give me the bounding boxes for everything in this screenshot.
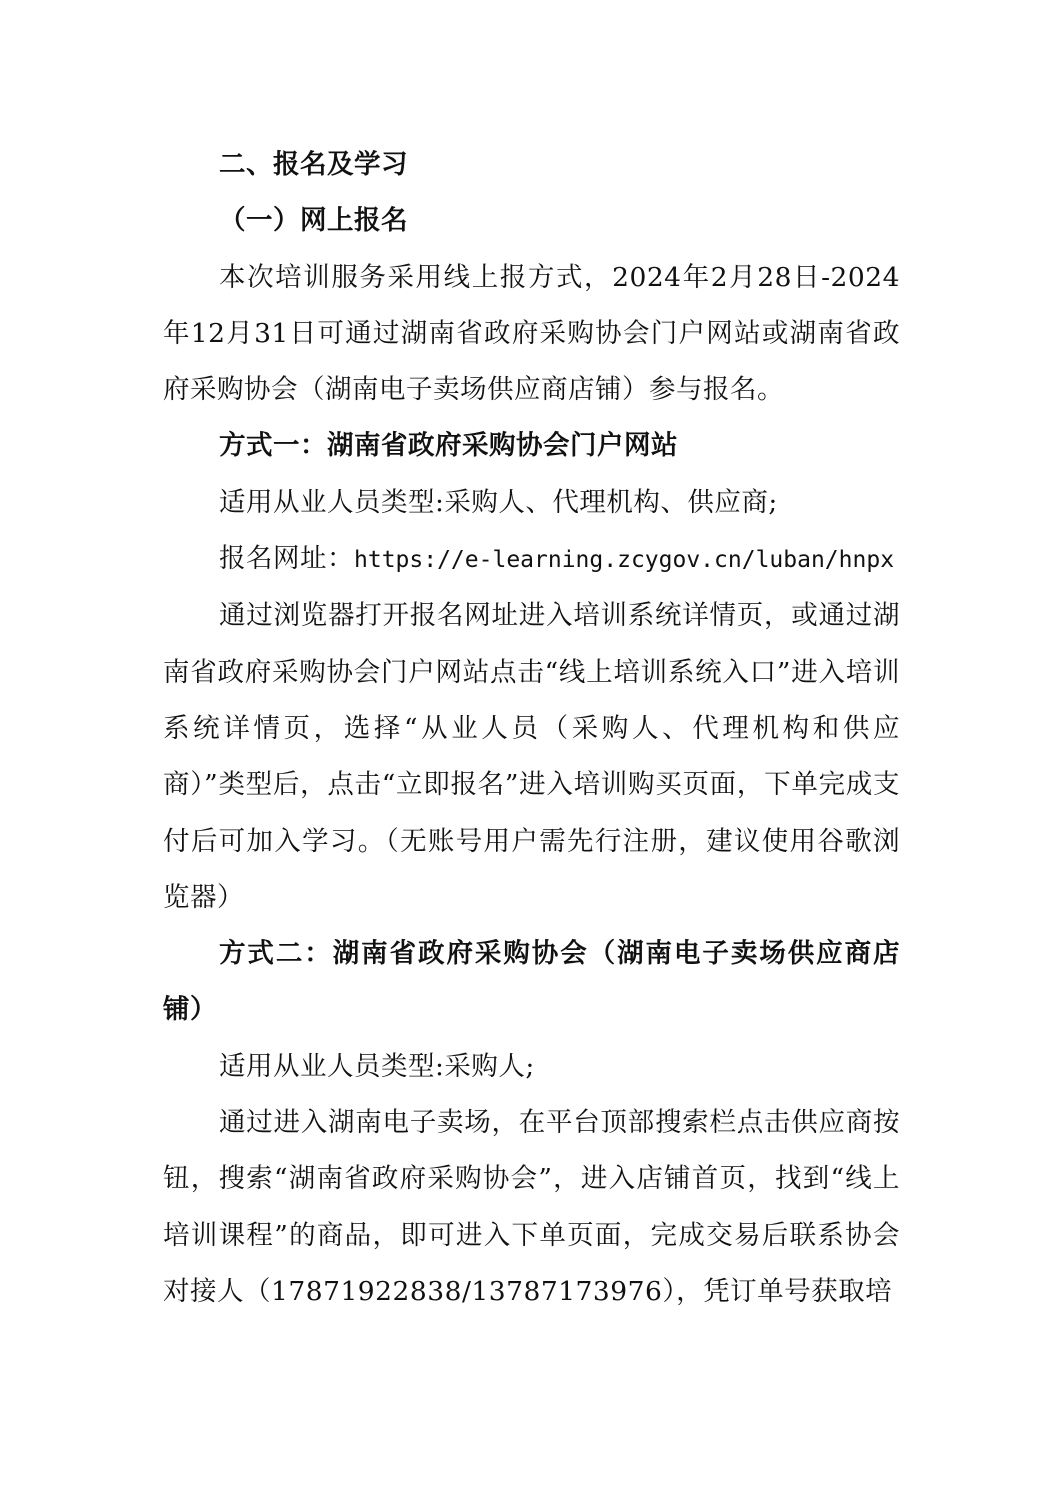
subsection-heading: （一）网上报名: [219, 205, 408, 237]
method-one-applicable-staff: 适用从业人员类型:采购人、代理机构、供应商;: [219, 486, 778, 518]
url-label: 报名网址：: [219, 543, 354, 575]
method-two-heading: 方式二：湖南省政府采购协会（湖南电子卖场供应商店铺）: [163, 938, 900, 1026]
method-two-applicable-staff: 适用从业人员类型:采购人;: [219, 1050, 535, 1082]
document-body: [163, 137, 900, 1320]
method-one-instructions: 通过浏览器打开报名网址进入培训系统详情页，或通过湖南省政府采购协会门户网站点击“线上培训系统入口”进入培训系统详情页，选择“从业人员（采购人、代理机构和供应商）”类型后，点击“立即报名”进入培训购买页面，下单完成支付后可加入学习。（无账号用户需先行注册，建议使用谷歌浏览器）: [163, 600, 900, 913]
method-two-instructions: 通过进入湖南电子卖场，在平台顶部搜索栏点击供应商按钮，搜索“湖南省政府采购协会”，进入店铺首页，找到“线上培训课程”的商品，即可进入下单页面，完成交易后联系协会对接人（17871922838/13787173976），凭订单号获取培: [163, 1107, 900, 1307]
registration-url: https://e-learning.zcygov.cn/luban/hnpx: [354, 547, 895, 574]
intro-paragraph: 本次培训服务采用线上报方式，2024年2月28日-2024年12月31日可通过湖南省政府采购协会门户网站或湖南省政府采购协会（湖南电子卖场供应商店铺）参与报名。: [163, 261, 900, 406]
method-one-heading: 方式一：湖南省政府采购协会门户网站: [219, 430, 678, 462]
section-heading: 二、报名及学习: [219, 149, 408, 180]
method-one-url-line: [163, 531, 900, 588]
